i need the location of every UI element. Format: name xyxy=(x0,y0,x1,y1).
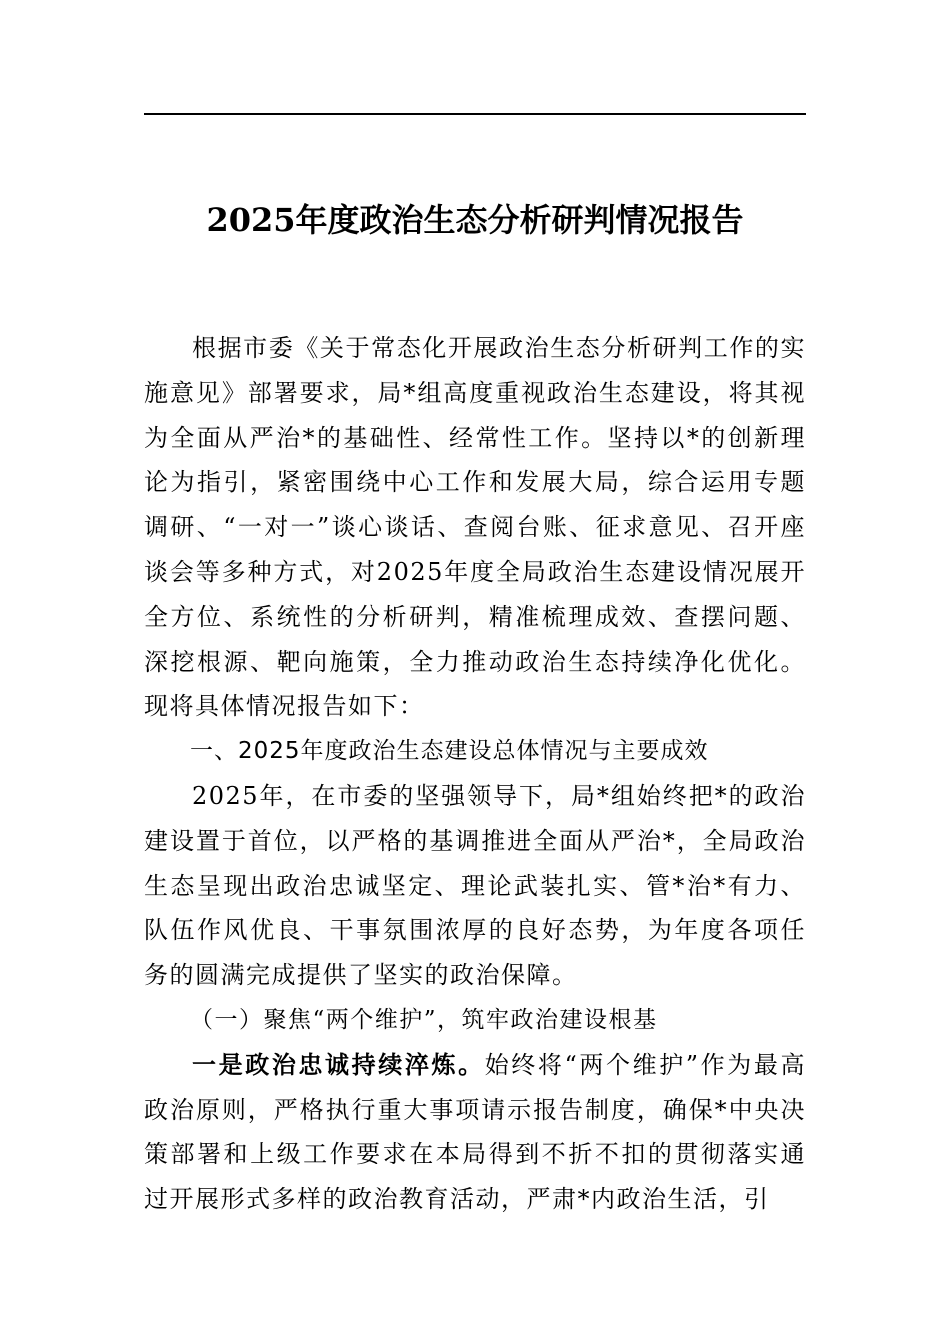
point-text: 始终将“两个维护”作为最高政治原则，严格执行重大事项请示报告制度，确保*中央决策部署和上级工作要求在本局得到不折不扣的贯彻落实通过开展形式多样的政治教育活动，严肃*内政治生活，引 xyxy=(144,1050,807,1214)
document-title: 2025年度政治生态分析研判情况报告 xyxy=(206,201,744,239)
intro-paragraph: 根据市委《关于常态化开展政治生态分析研判工作的实施意见》部署要求，局*组高度重视政治生态建设，将其视为全面从严治*的基础性、经常性工作。坚持以*的创新理论为指引，紧密围绕中心工作和发展大局，综合运用专题调研、“一对一”谈心谈话、查阅台账、征求意见、召开座谈会等多种方式，对2025年度全局政治生态建设情况展开全方位、系统性的分析研判，精准梳理成效、查摆问题、深挖根源、靶向施策，全力推动政治生态持续净化优化。现将具体情况报告如下： xyxy=(144,334,806,721)
section-paragraph: 2025年，在市委的坚强领导下，局*组始终把*的政治建设置于首位，以严格的基调推进全面从严治*，全局政治生态呈现出政治忠诚坚定、理论武装扎实、管*治*有力、队伍作风优良、干事氛围浓厚的良好态势，为年度各项任务的圆满完成提供了坚实的政治保障。 xyxy=(144,781,806,990)
section-heading: 一、2025年度政治生态建设总体情况与主要成效 xyxy=(190,738,709,765)
header-rule xyxy=(144,113,806,115)
document-body xyxy=(144,326,806,1222)
point-lead: 一是政治忠诚持续淬炼。 xyxy=(192,1050,485,1079)
subsection-heading: （一）聚焦“两个维护”，筑牢政治建设根基 xyxy=(190,1006,658,1033)
point-paragraph xyxy=(144,1043,806,1222)
